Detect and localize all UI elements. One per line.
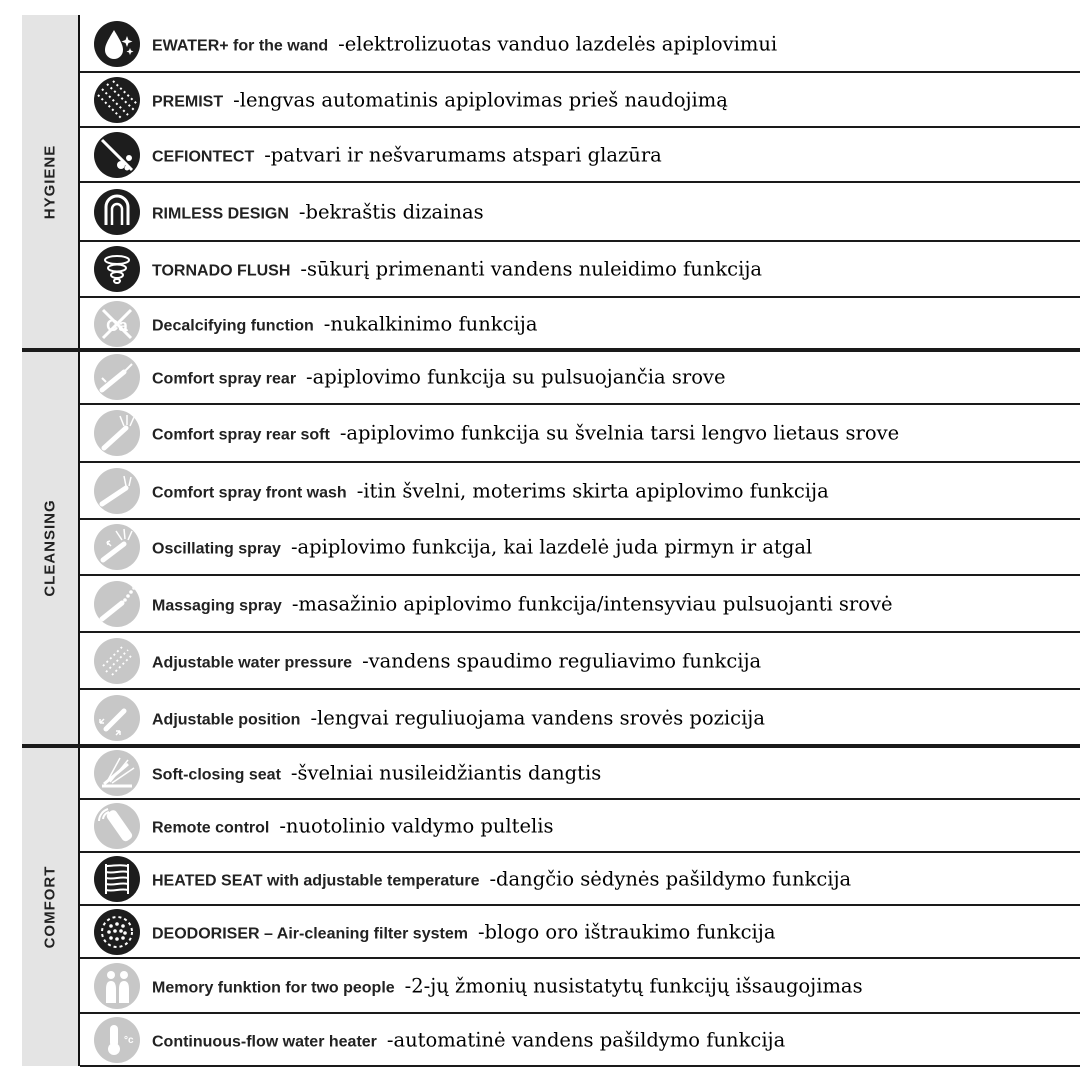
feature-row [80, 15, 1080, 72]
spray-wand-rear-icon [94, 354, 140, 400]
feature-row [80, 241, 1080, 297]
feature-text [152, 422, 899, 445]
feature-description-lt: -2-jų žmonių nusistatytų funkcijų išsaugojimas [404, 974, 863, 997]
feature-description-lt: -patvari ir nešvarumams atspari glazūra [264, 143, 662, 166]
feature-text [152, 814, 554, 837]
rimless-bowl-icon [94, 189, 140, 235]
feature-row [80, 297, 1080, 350]
feature-name-en: EWATER+ for the wand [152, 37, 329, 54]
deodoriser-filter-icon [94, 909, 140, 955]
feature-description-lt: -lengvas automatinis apiplovimas prieš naudojimą [233, 88, 728, 111]
feature-name-en: Memory funktion for two people [152, 979, 395, 996]
feature-name-en: Massaging spray [152, 597, 282, 614]
spray-wand-soft-icon [94, 410, 140, 456]
feature-description-lt: -bekraštis dizainas [298, 200, 484, 223]
feature-row [80, 350, 1080, 404]
feature-row [80, 127, 1080, 182]
feature-text [152, 920, 775, 943]
feature-description-lt: -dangčio sėdynės pašildymo funkcija [489, 867, 852, 890]
feature-name-en: Continuous-flow water heater [152, 1033, 377, 1050]
feature-name-en: Soft-closing seat [152, 766, 281, 783]
feature-row [80, 746, 1080, 799]
feature-row [80, 575, 1080, 632]
feature-text [152, 143, 662, 166]
remote-control-icon [94, 803, 140, 849]
feature-text [152, 974, 863, 997]
feature-description-lt: -elektrolizuotas vanduo lazdelės apiplovimui [338, 32, 778, 55]
feature-description-lt: -nuotolinio valdymo pultelis [279, 814, 554, 837]
feature-text [152, 592, 893, 615]
svg-text:°c: °c [124, 1034, 134, 1046]
feature-description-lt: -apiplovimo funkcija su švelnia tarsi lengvo lietaus srove [339, 421, 900, 445]
feature-row [80, 632, 1080, 689]
feature-text [152, 867, 851, 890]
feature-row [80, 958, 1080, 1013]
feature-text [152, 200, 484, 223]
feature-row [80, 689, 1080, 746]
feature-text [152, 706, 765, 729]
feature-text [152, 536, 812, 559]
feature-row [80, 1013, 1080, 1066]
feature-text [152, 1028, 785, 1051]
feature-row [80, 404, 1080, 462]
feature-description-lt: -sūkurį primenanti vandens nuleidimo funkcija [300, 257, 762, 281]
feature-name-en: Remote control [152, 819, 270, 836]
feature-name-en: Adjustable water pressure [152, 654, 353, 671]
two-people-icon [94, 963, 140, 1009]
feature-name-en: Comfort spray rear soft [152, 426, 330, 444]
mist-spray-icon [94, 77, 140, 123]
water-drop-sparkle-icon [94, 21, 140, 67]
feature-description-lt: -lengvai reguliuojama vandens srovės pozicija [310, 706, 765, 729]
feature-text [152, 88, 728, 111]
massaging-spray-icon [94, 581, 140, 627]
feature-description-lt: -itin švelni, moterims skirta apiplovimo funkcija [356, 479, 829, 502]
heated-seat-icon [94, 856, 140, 902]
feature-name-en: Comfort spray front wash [152, 484, 347, 501]
feature-row [80, 182, 1080, 241]
feature-text [152, 479, 829, 502]
feature-row [80, 72, 1080, 127]
feature-name-en: DEODORISER – Air-cleaning filter system [152, 925, 468, 942]
feature-name-en: PREMIST [152, 93, 224, 110]
section-label: COMFORT [41, 865, 59, 949]
feature-description-lt: -apiplovimo funkcija su pulsuojančia srove [306, 365, 726, 389]
feature-description-lt: -apiplovimo funkcija, kai lazdelė juda pirmyn ir atgal [290, 535, 813, 559]
feature-name-en: RIMLESS DESIGN [152, 205, 289, 222]
feature-text [152, 258, 762, 281]
tornado-swirl-icon [94, 246, 140, 292]
feature-name-en: Oscillating spray [152, 540, 281, 558]
feature-text [152, 312, 537, 335]
feature-name-en: HEATED SEAT with adjustable temperature [152, 872, 480, 889]
feature-name-en: CEFIONTECT [152, 148, 255, 165]
calcium-crossed-icon [94, 301, 140, 347]
feature-text [152, 366, 726, 389]
oscillating-wand-icon [94, 524, 140, 570]
feature-name-en: Adjustable position [152, 711, 301, 728]
thermometer-celsius-icon [94, 1017, 140, 1063]
feature-row [80, 799, 1080, 852]
feature-row [80, 462, 1080, 519]
svg-text:Ca: Ca [106, 315, 128, 335]
feature-row [80, 519, 1080, 575]
section-label: CLEANSING [41, 499, 59, 597]
feature-description-lt: -švelniai nusileidžiantis dangtis [290, 761, 602, 784]
feature-text [152, 649, 761, 672]
feature-row [80, 852, 1080, 905]
feature-description-lt: -automatinė vandens pašildymo funkcija [386, 1028, 786, 1051]
feature-name-en: Decalcifying function [152, 317, 314, 334]
feature-description-lt: -blogo oro ištraukimo funkcija [477, 920, 776, 943]
feature-text [152, 32, 777, 55]
wand-position-icon [94, 695, 140, 741]
section-label: HYGIENE [41, 144, 59, 219]
feature-row [80, 905, 1080, 958]
feature-text [152, 761, 601, 784]
feature-name-en: TORNADO FLUSH [152, 262, 291, 280]
spray-wand-front-icon [94, 468, 140, 514]
feature-description-lt: -vandens spaudimo reguliavimo funkcija [362, 649, 762, 672]
feature-name-en: Comfort spray rear [152, 370, 297, 388]
glaze-bubbles-icon [94, 132, 140, 178]
feature-description-lt: -nukalkinimo funkcija [323, 312, 538, 335]
water-pressure-icon [94, 638, 140, 684]
soft-closing-seat-icon [94, 750, 140, 796]
feature-description-lt: -masažinio apiplovimo funkcija/intensyviau pulsuojanti srovė [291, 592, 893, 615]
